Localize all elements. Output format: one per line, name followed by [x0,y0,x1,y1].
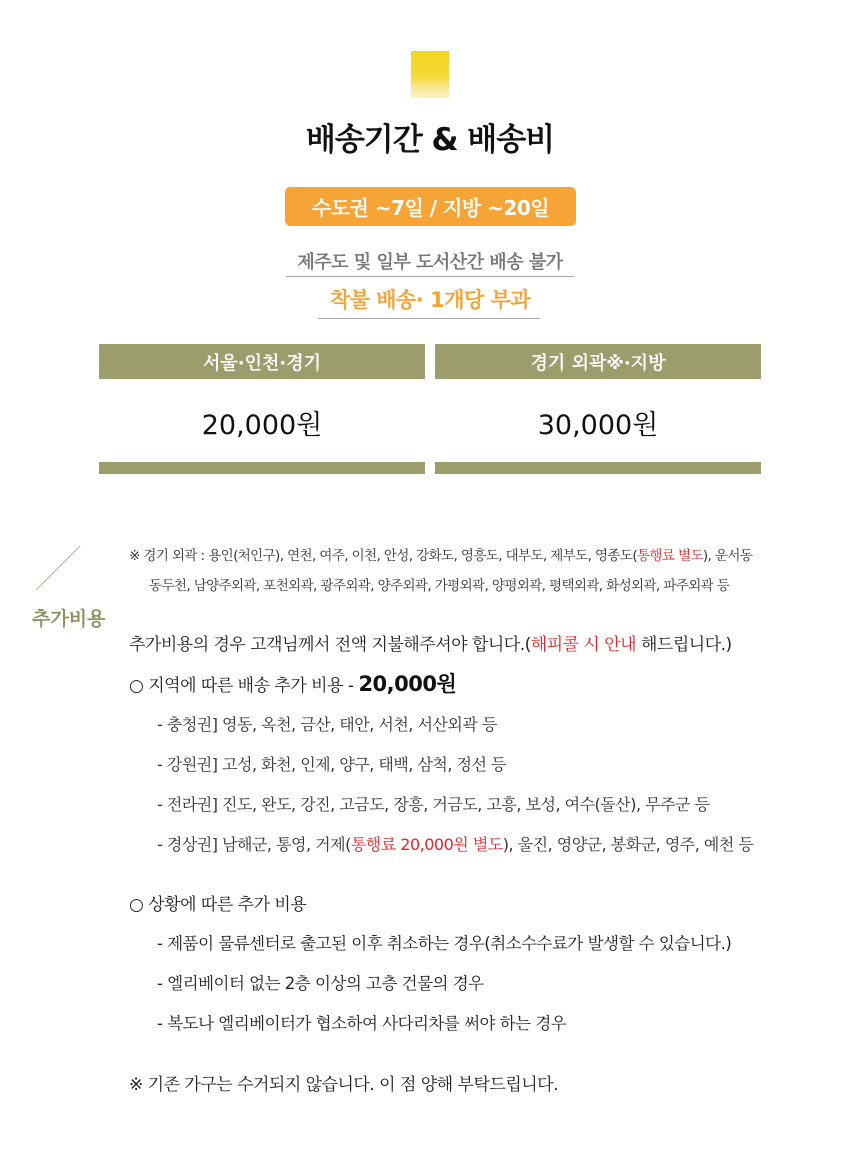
intro-text: 추가비용의 경우 고객님께서 전액 지불해주셔야 합니다.( [129,635,531,655]
region-extra-amount: 20,000원 [358,672,457,696]
cod-notice: 착불 배송· 1개당 부과 [329,288,531,312]
happycall-notice: 해피콜 시 안내 [530,635,637,655]
region-item-gyeongsang [157,832,753,855]
heading-text: ○ 지역에 따른 배송 추가 비용 - [129,676,359,696]
footer-notice: ※ 기존 가구는 수거되지 않습니다. 이 점 양해 부탁드립니다. [129,1075,558,1095]
region-extra-heading [129,668,456,698]
divider-line [318,318,540,319]
jeju-notice: 제주도 및 일부 도서산간 배송 불가 [297,252,563,273]
region-header-metro: 서울·인천·경기 [99,344,425,379]
outer-region-note [129,544,752,564]
price-metro: 20,000원 [201,409,323,441]
outer-region-note-continued: 동두천, 남양주외곽, 포천외곽, 광주외곽, 양주외곽, 가평외곽, 양평외곽, 평택외곽, 화성외곽, 파주외곽 등 [149,578,730,594]
note-text: ※ 경기 외곽 : 용인(처인구), 연천, 여주, 이천, 안성, 강화도, 영흥도, 대부도, 제부도, 영종도( [129,548,637,564]
yellow-square-decoration [411,51,449,98]
situation-extra-heading: ○ 상황에 따른 추가 비용 [129,895,307,915]
situation-item: - 복도나 엘리베이터가 협소하여 사다리차를 써야 하는 경우 [157,1014,567,1033]
note-text: ), 운서동 [702,548,753,564]
toll-notice: 통행료 별도 [636,548,703,564]
item-text: ), 울진, 영양군, 봉화군, 영주, 예천 등 [502,835,754,854]
situation-item: - 엘리베이터 없는 2층 이상의 고층 건물의 경우 [157,974,484,993]
price-outer: 30,000원 [537,409,659,441]
delivery-period-badge: 수도권 ~7일 / 지방 ~20일 [285,187,576,226]
toll-notice: 통행료 20,000원 별도 [350,835,503,854]
diagonal-line-decoration [34,544,82,592]
divider-line [286,276,574,277]
region-item-gangwon: - 강원권] 고성, 화천, 인제, 양구, 태백, 삼척, 정선 등 [157,755,507,774]
table-bottom-bar [99,462,425,474]
extra-cost-label: 추가비용 [32,608,106,630]
table-bottom-bar [435,462,761,474]
region-header-outer: 경기 외곽※·지방 [435,344,761,379]
intro-text: 해드립니다.) [636,635,732,655]
item-text: - 경상권] 남해군, 통영, 거제( [157,835,351,854]
situation-item: - 제품이 물류센터로 출고된 이후 취소하는 경우(취소수수료가 발생할 수 있습니다.) [157,934,732,953]
region-item-chungcheong: - 충청권] 영동, 옥천, 금산, 태안, 서천, 서산외곽 등 [157,715,497,734]
extra-cost-intro [129,630,732,655]
region-item-jeolla: - 전라권] 진도, 완도, 강진, 고금도, 장흥, 거금도, 고흥, 보성, 여수(돌산), 무주군 등 [157,795,710,814]
page-title: 배송기간 & 배송비 [305,122,555,158]
